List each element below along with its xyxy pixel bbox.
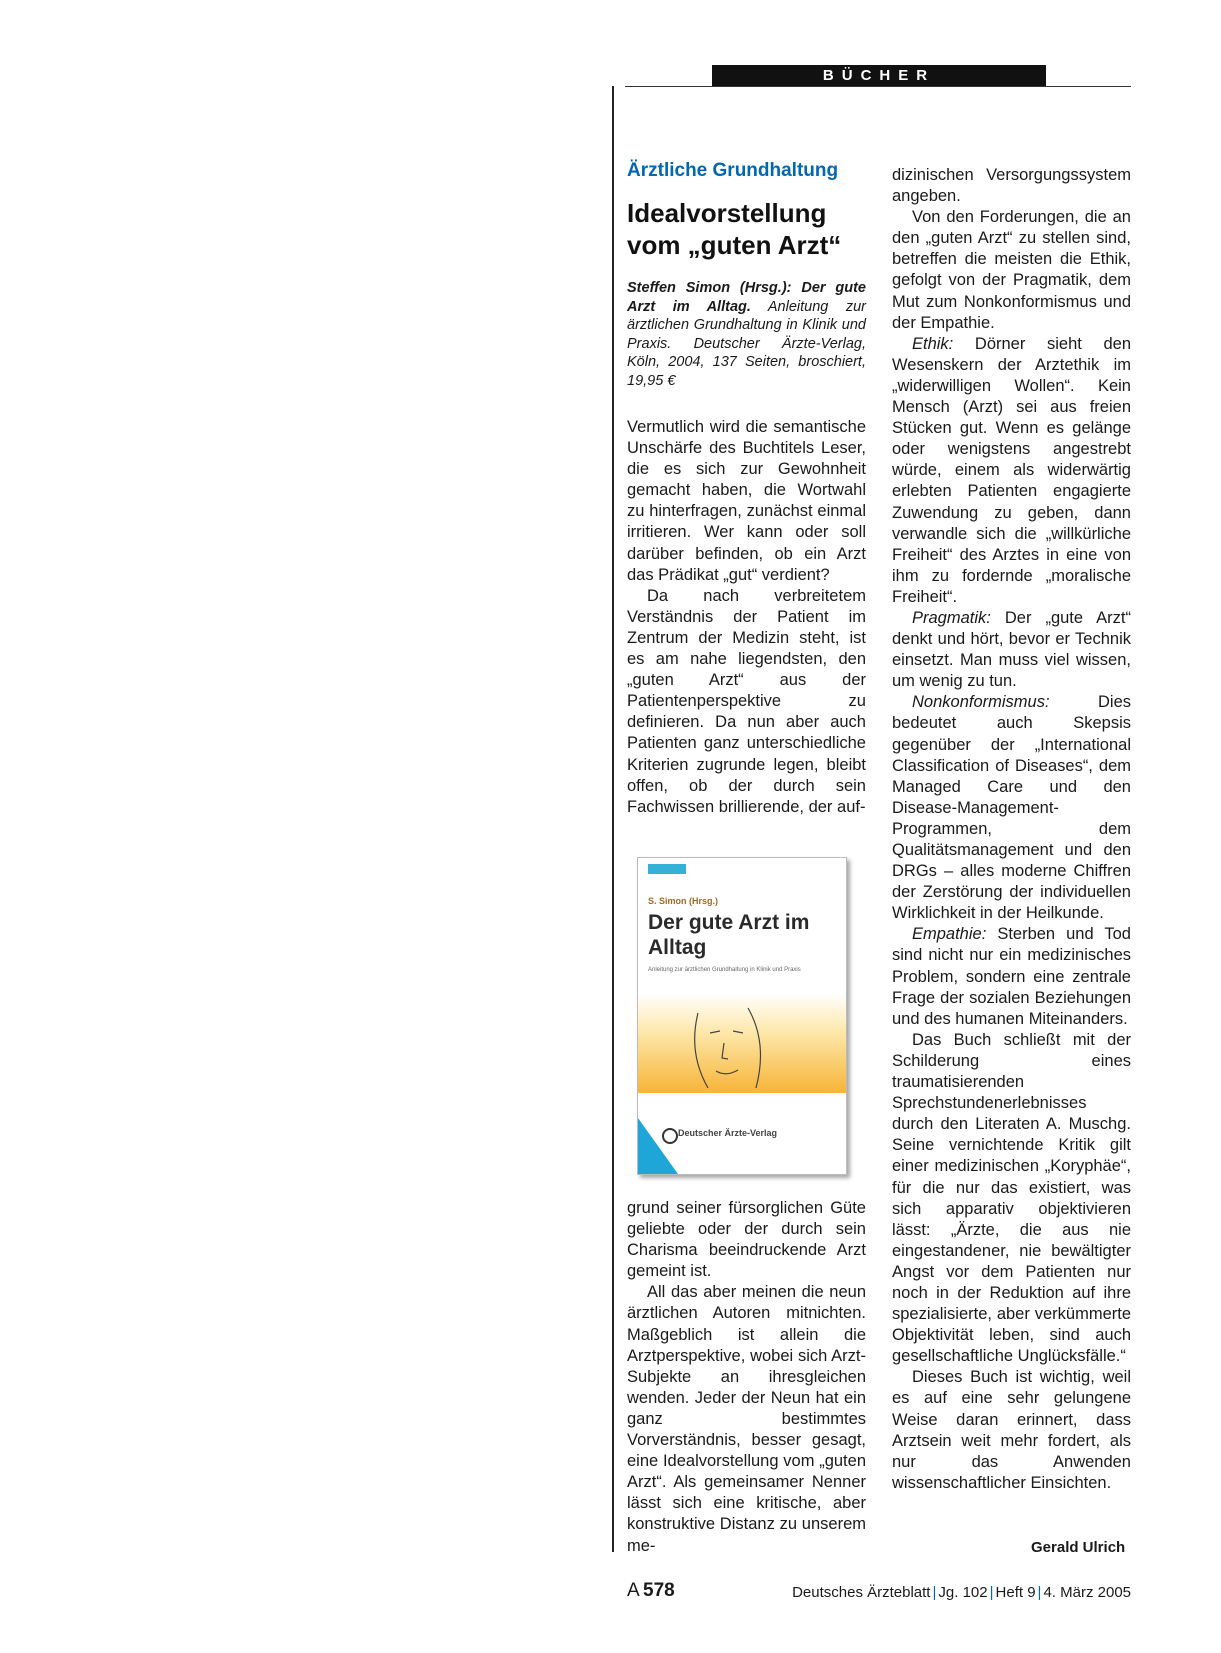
paragraph: Vermutlich wird die semantische Unschärfe des Buchtitels Leser, die es sich zur Gewohnheit gemacht haben, die Wortwahl zu hinterfragen, zunächst einmal irritieren. Wer kann oder soll darüber befinden, ob ein Arzt das Prädikat „gut“ verdient? <box>627 418 866 584</box>
journal-issue: Heft 9 <box>995 1584 1036 1601</box>
paragraph: grund seiner fürsorglichen Güte geliebte oder der durch sein Charisma beeindruckende Arzt gemeint ist. <box>627 1199 866 1281</box>
separator: | <box>932 1584 937 1601</box>
label-nonkonformismus: Nonkonformismus: <box>912 693 1050 712</box>
separator: | <box>1037 1584 1042 1601</box>
column-1-top <box>627 417 866 818</box>
journal-volume: Jg. 102 <box>938 1584 988 1601</box>
cover-illustration <box>638 993 846 1093</box>
face-sketch-icon <box>638 993 846 1093</box>
separator: | <box>989 1584 994 1601</box>
label-empathie: Empathie: <box>912 925 987 944</box>
paragraph: All das aber meinen die neun ärztlichen Autoren mitnichten. Maßgeblich ist allein die Arztperspektive, wobei sich Arzt-Subjekte an ihresgleichen wenden. Jeder der Neun hat ein ganz bestimmtes Vorverständnis, besser gesagt, eine Idealvorstellung vom „guten Arzt“. Als gemeinsamer Nenner lässt sich eine kritische, aber konstruktive Distanz zu unserem me- <box>627 1283 866 1555</box>
cover-editor: S. Simon (Hrsg.) <box>648 896 719 906</box>
paragraph: Da nach verbreitetem Verständnis der Patient im Zentrum der Medizin steht, ist es am nahe liegendsten, den „guten Arzt“ aus der Patientenperspektive zu definieren. Da nun aber auch Patienten ganz unterschiedliche Kriterien zugrunde legen, bleibt offen, ob der durch sein Fachwissen brillierende, der auf- <box>627 586 866 816</box>
footer-citation <box>792 1584 1131 1601</box>
author-signature: Gerald Ulrich <box>1031 1539 1126 1556</box>
cover-publisher: Deutscher Ärzte-Verlag <box>678 1128 778 1138</box>
cover-title: Der gute Arzt im Alltag <box>648 911 810 959</box>
paragraph: Dieses Buch ist wichtig, weil es auf eine sehr gelungene Weise daran erinnert, dass Arztsein weit mehr fordert, als nur das Anwenden wissenschaftlicher Einsichten. <box>892 1368 1131 1492</box>
book-cover-image <box>637 857 847 1175</box>
paragraph-text: Der „gute Arzt“ denkt und hört, bevor er Technik einsetzt. Man muss viel wissen, um wenig zu tun. <box>892 608 1131 691</box>
paragraph-empathie <box>892 924 1131 1029</box>
page-prefix: A <box>627 1580 640 1601</box>
publisher-logo-icon <box>662 1128 678 1144</box>
paragraph: dizinischen Versorgungssystem angeben. <box>892 166 1131 206</box>
journal-date: 4. März 2005 <box>1043 1584 1131 1601</box>
label-pragmatik: Pragmatik: <box>912 608 991 627</box>
page-number: 578 <box>643 1580 675 1601</box>
paragraph-nonkonformismus <box>892 692 1131 924</box>
paragraph: Von den Forderungen, die an den „guten Arzt“ zu stellen sind, betreffen die meisten die Ethik, gefolgt von der Pragmatik, dem Mut zum Nonkonformismus und der Empathie. <box>892 208 1131 332</box>
section-header: BÜCHER <box>712 65 1046 86</box>
paragraph: Das Buch schließt mit der Schilderung eines traumatisierenden Sprechstundenerlebnisses durch den Literaten A. Muschg. Seine vernichtende Kritik gilt einer medizinischen „Koryphäe“, für die nur das existiert, was sich apparativ objektivieren lässt: „Ärzte, die aus nie eingestandener, nie bewältigter Angst vor dem Patienten nur noch in der Reduktion auf ihre spezialisierte, aber verkümmerte Objektivität leben, sind auch gesellschaftliche Unglücksfälle.“ <box>892 1030 1131 1366</box>
paragraph-text: Sterben und Tod sind nicht nur ein medizinisches Problem, sondern eine zentrale Frage der sozialen Beziehungen und des humanen Miteinanders. <box>892 925 1131 1028</box>
paragraph-ethik <box>892 334 1131 608</box>
paragraph-text: Dörner sieht den Wesenskern der Arztethik im „widerwilligen Wollen“. Kein Mensch (Arzt) sei aus freien Stücken gut. Wenn es gelänge oder wenigstens angestrebt würde, einem als widerwärtig erlebten Patienten engagierte Zuwendung zu geben, dann verwandle sich die „willkürliche Freiheit“ des Arztes in eine von ihm zu fordernde „moralische Freiheit“. <box>892 334 1131 606</box>
book-bibliography <box>627 279 866 391</box>
article-kicker: Ärztliche Grundhaltung <box>627 160 839 181</box>
paragraph-text: Dies bedeutet auch Skepsis gegenüber der „International Classification of Diseases“, dem Managed Care und den Disease-Management-Programmen, dem Qualitätsmanagement und den DRGs – alles moderne Chiffren der Zerstörung der individuellen Wirklichkeit in der Heilkunde. <box>892 693 1131 923</box>
book-author-title: Steffen Simon (Hrsg.): Der gute Arzt im Alltag. <box>627 280 866 315</box>
journal-name: Deutsches Ärzteblatt <box>792 1584 931 1601</box>
article-headline: Idealvorstellung vom „guten Arzt“ <box>627 198 842 260</box>
cover-accent <box>648 864 686 874</box>
cover-subtitle: Anleitung zur ärztlichen Grundhaltung in Klinik und Praxis <box>648 967 801 973</box>
header-rule <box>625 86 1131 87</box>
book-details: Anleitung zur ärztlichen Grundhaltung in Klinik und Praxis. Deutscher Ärzte-Verlag, Köln, 2004, 137 Seiten, broschiert, 19,95 € <box>627 298 866 389</box>
column-1-bottom <box>627 1198 866 1557</box>
column-divider <box>612 86 614 1552</box>
paragraph-pragmatik <box>892 608 1131 692</box>
label-ethik: Ethik: <box>912 334 954 353</box>
column-2 <box>892 165 1131 1494</box>
